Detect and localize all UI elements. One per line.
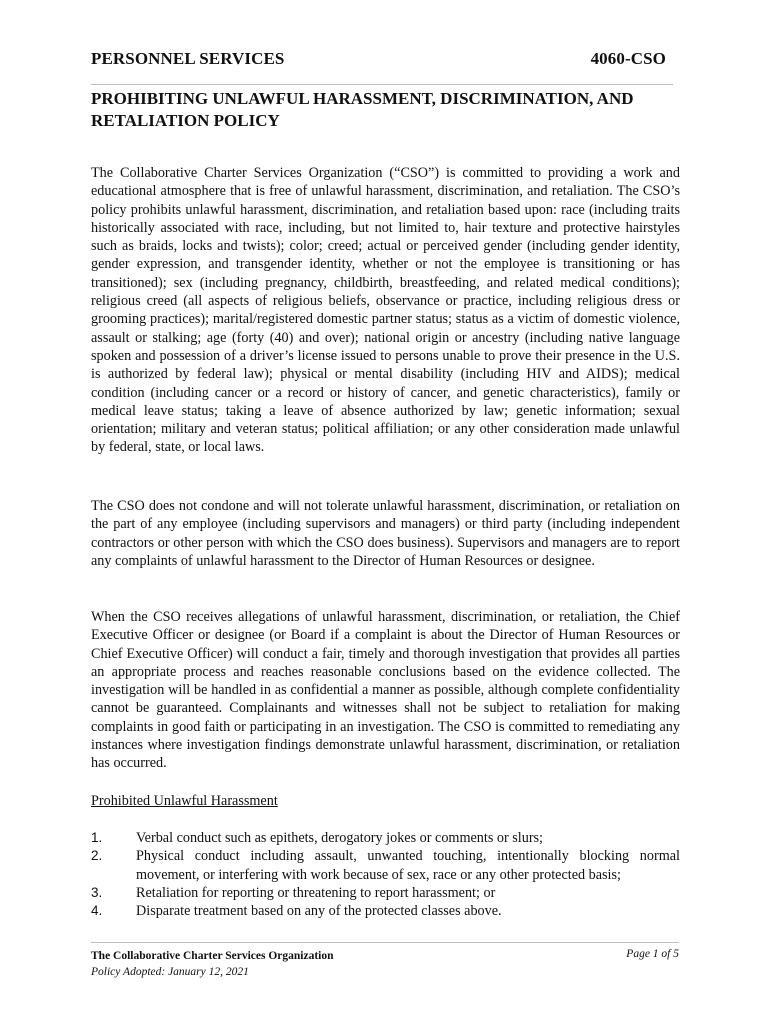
list-item-number: 3. [91,884,103,900]
list-item [91,884,680,902]
page-number: Page 1 of 5 [626,948,679,960]
list-item-text: Retaliation for reporting or threatening to report harassment; or [136,884,496,901]
header-divider [91,84,673,85]
list-item [91,902,680,920]
policy-title: PROHIBITING UNLAWFUL HARASSMENT, DISCRIMINATION, AND RETALIATION POLICY [91,89,634,130]
harassment-list [91,829,680,920]
paragraph-tolerance: The CSO does not condone and will not tolerate unlawful harassment, discrimination, or retaliation on the part of any employee (including supervisors and managers) or third party (including independent contractors or other person with which the CSO does business). Supervisors and managers are to report any complaints of unlawful harassment to the Director of Human Resources or designee. [91,498,680,569]
footer-info [91,948,334,980]
running-header [91,49,666,69]
section-heading: Prohibited Unlawful Harassment [91,793,278,809]
list-item [91,847,680,884]
list-item-text: Physical conduct including assault, unwanted touching, intentionally blocking normal movement, or interfering with work because of sex, race or any other protected basis; [136,848,680,883]
list-item-text: Verbal conduct such as epithets, derogatory jokes or comments or slurs; [136,830,544,846]
list-item-number: 2. [91,848,103,864]
policy-code: 4060-CSO [590,49,666,68]
list-item [91,829,680,847]
department-label: PERSONNEL SERVICES [91,49,285,68]
list-item-number: 1. [91,830,103,845]
footer-divider [91,942,679,943]
footer-adopted-date: Policy Adopted: January 12, 2021 [91,966,249,978]
paragraph-investigation: When the CSO receives allegations of unlawful harassment, discrimination, or retaliation, the Chief Executive Officer or designee (or Board if a complaint is about the Director of Human Resources or Chief Executive Officer) will conduct a fair, timely and thorough investigation that provides all parties an appropriate process and reaches reasonable conclusions based on the evidence collected. The investigation will be handled in as confidential a manner as possible, although complete confidentiality cannot be guaranteed. Complainants and witnesses shall not be subject to retaliation for making complaints in good faith or participating in an investigation. The CSO is committed to remediating any instances where investigation findings demonstrate unlawful harassment, discrimination, or retaliation has occurred. [91,609,680,772]
paragraph-policy-statement: The Collaborative Charter Services Organization (“CSO”) is committed to providing a work and educational atmosphere that is free of unlawful harassment, discrimination, and retaliation. The CSO’s policy prohibits unlawful harassment, discrimination, and retaliation based upon: race (including traits historically associated with race, including, but not limited to, hair texture and protective hairstyles such as braids, locks and twists); color; creed; actual or perceived gender (including gender identity, gender expression, and transgender identity, whether or not the employee is transitioning or has transitioned); sex (including pregnancy, childbirth, breastfeeding, and related medical conditions); religious creed (all aspects of religious beliefs, observance or practice, including religious dress or grooming practices); marital/registered domestic partner status; status as a victim of domestic violence, assault or stalking; age (forty (40) and over); national origin or ancestry (including native language spoken and possession of a driver’s license issued to persons unable to prove their presence in the U.S. is authorized by federal law); physical or mental disability (including HIV and AIDS); medical condition (including cancer or a record or history of cancer, and genetic characteristics), family or medical leave status; taking a leave of absence authorized by law; genetic information; sexual orientation; military and veteran status; political affiliation; or any other consideration made unlawful by federal, state, or local laws. [91,165,680,456]
footer-organization: The Collaborative Charter Services Organization [91,950,334,962]
list-item-text: Disparate treatment based on any of the protected classes above. [136,903,502,920]
list-item-number: 4. [91,903,103,919]
